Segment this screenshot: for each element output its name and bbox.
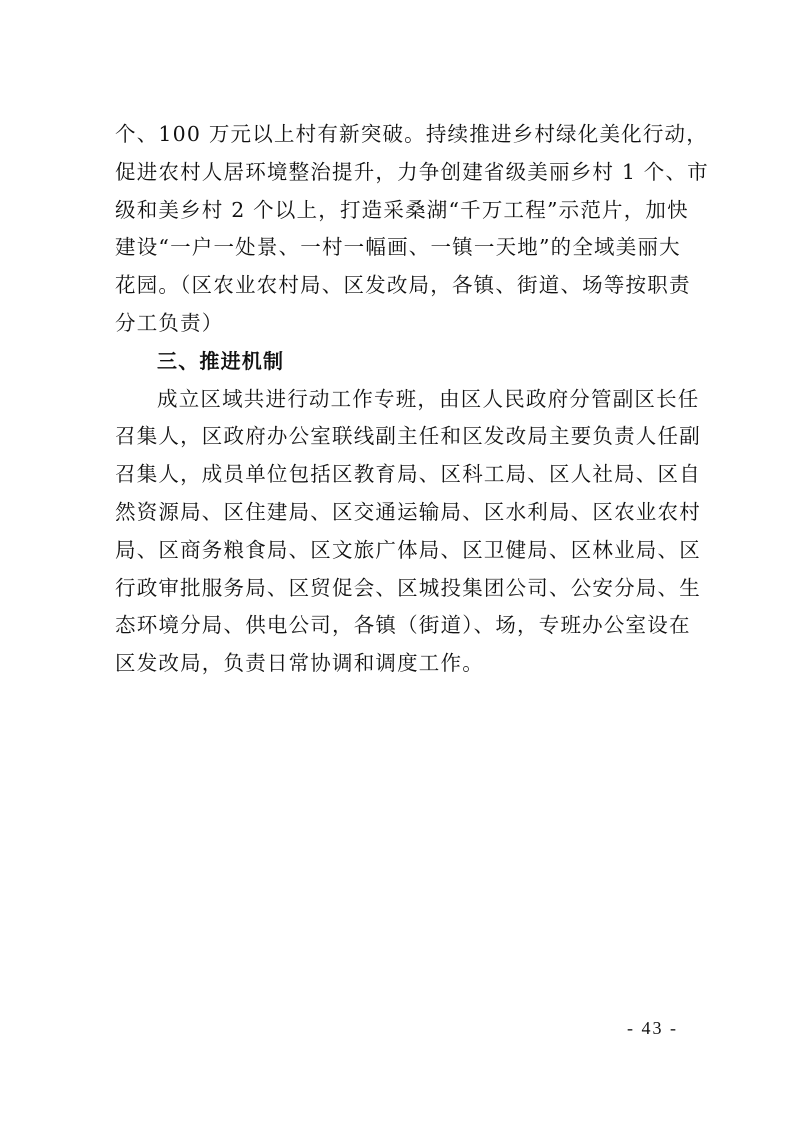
paragraph-line: 成立区域共进行动工作专班，由区人民政府分管副区长任 bbox=[157, 386, 700, 411]
page-number: - 43 - bbox=[627, 1018, 678, 1038]
paragraph-line: 级和美乡村 2 个以上，打造采桑湖“千万工程”示范片，加快 bbox=[115, 197, 689, 222]
paragraph-line: 召集人，成员单位包括区教育局、区科工局、区人社局、区自 bbox=[115, 462, 701, 487]
paragraph-line: 态环境分局、供电公司，各镇（街道）、场，专班办公室设在 bbox=[115, 613, 691, 638]
paragraph-line: 行政审批服务局、区贸促会、区城投集团公司、公安分局、生 bbox=[115, 575, 701, 600]
section-heading: 三、推进机制 bbox=[157, 348, 285, 373]
paragraph-line: 花园。（区农业农村局、区发改局，各镇、街道、场等按职责 bbox=[115, 273, 691, 298]
paragraph-line: 区发改局，负责日常协调和调度工作。 bbox=[115, 651, 484, 676]
document-body bbox=[115, 116, 709, 683]
paragraph-line: 局、区商务粮食局、区文旅广体局、区卫健局、区林业局、区 bbox=[115, 537, 701, 562]
paragraph-line: 然资源局、区住建局、区交通运输局、区水利局、区农业农村 bbox=[115, 499, 701, 524]
paragraph-line: 召集人，区政府办公室联线副主任和区发改局主要负责人任副 bbox=[115, 424, 701, 449]
paragraph-line: 分工负责） bbox=[115, 310, 224, 335]
paragraph-line: 建设“一户一处景、一村一幅画、一镇一天地”的全域美丽大 bbox=[115, 235, 681, 260]
paragraph-line: 个、100 万元以上村有新突破。持续推进乡村绿化美化行动， bbox=[115, 122, 708, 146]
paragraph-line: 促进农村人居环境整治提升，力争创建省级美丽乡村 1 个、市 bbox=[115, 159, 709, 184]
